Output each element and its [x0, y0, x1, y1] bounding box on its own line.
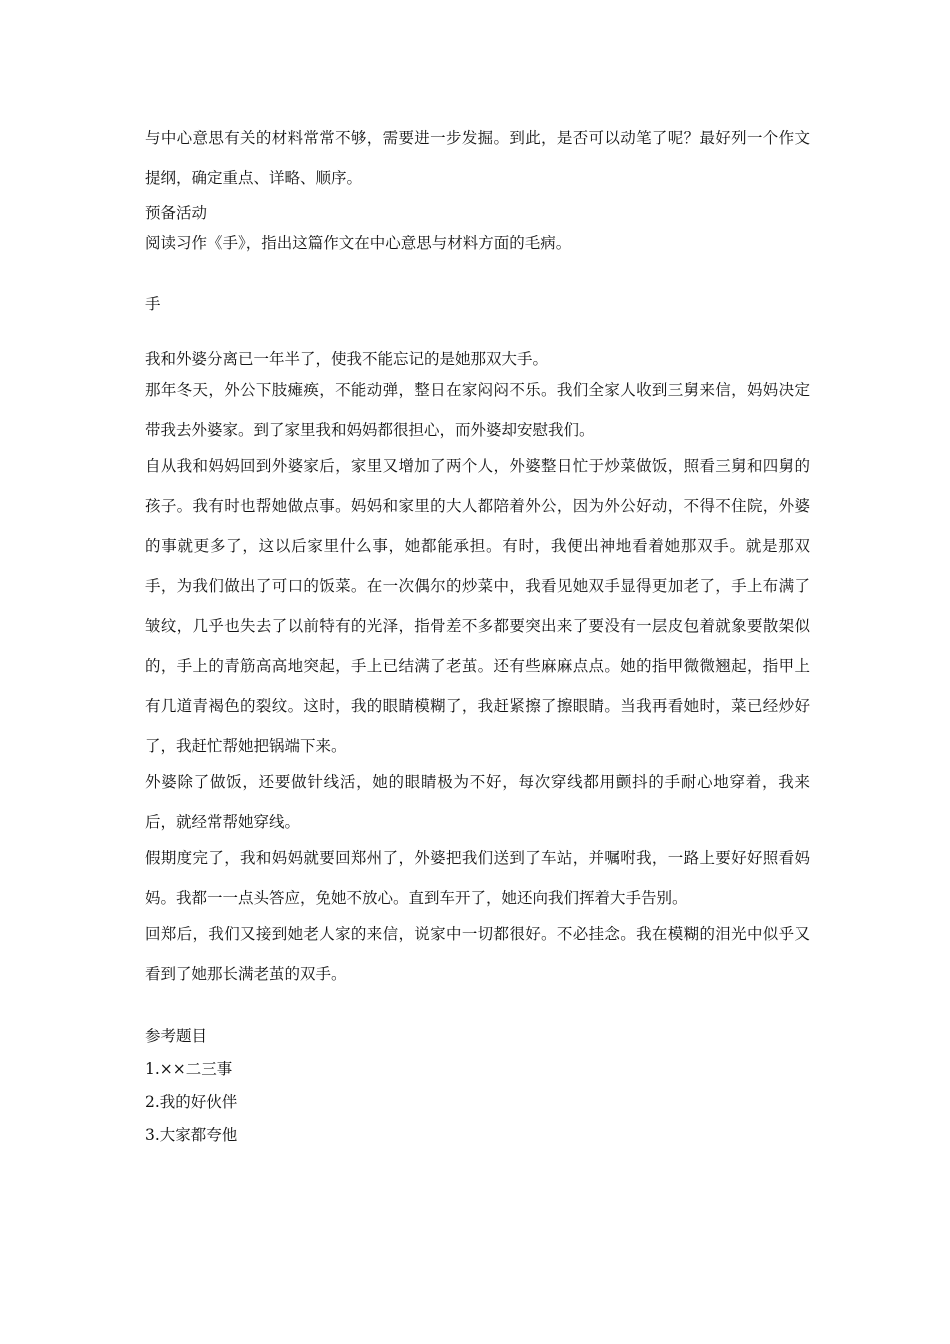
essay-paragraph: 外婆除了做饭，还要做针线活，她的眼睛极为不好，每次穿线都用颤抖的手耐心地穿着，我来后，就经常帮她穿线。 — [145, 773, 810, 831]
essay-paragraph: 自从我和妈妈回到外婆家后，家里又增加了两个人，外婆整日忙于炒菜做饭，照看三舅和四舅的孩子。我有时也帮她做点事。妈妈和家里的大人都陪着外公，因为外公好动，不得不住院，外婆的事就更多了，这以后家里什么事，她都能承担。有时，我便出神地看着她那双手。就是那双手，为我们做出了可口的饭菜。在一次偶尔的炒菜中，我看见她双手显得更加老了，手上布满了皱纹，几乎也失去了以前特有的光泽，指骨差不多都要突出来了要没有一层皮包着就象要散架似的，手上的青筋高高地突起，手上已结满了老茧。还有些麻麻点点。她的指甲微微翘起，指甲上有几道青褐色的裂纹。这时，我的眼睛模糊了，我赶紧擦了擦眼睛。当我再看她时，菜已经炒好了，我赶忙帮她把锅端下来。 — [145, 457, 810, 755]
essay-paragraph: 假期度完了，我和妈妈就要回郑州了，外婆把我们送到了车站，并嘱咐我，一路上要好好照看妈妈。我都一一点头答应，免她不放心。直到车开了，她还向我们挥着大手告别。 — [145, 849, 810, 907]
essay-paragraph: 那年冬天，外公下肢瘫痪，不能动弹，整日在家闷闷不乐。我们全家人收到三舅来信，妈妈决定带我去外婆家。到了家里我和妈妈都很担心，而外婆却安慰我们。 — [145, 381, 810, 439]
instruction-text: 阅读习作《手》，指出这篇作文在中心意思与材料方面的毛病。 — [145, 234, 572, 252]
section-label: 预备活动 — [145, 204, 208, 222]
essay-paragraph: 我和外婆分离已一年半了，使我不能忘记的是她那双大手。 — [145, 350, 549, 368]
essay-paragraph: 回郑后，我们又接到她老人家的来信，说家中一切都很好。不必挂念。我在模糊的泪光中似乎又看到了她那长满老茧的双手。 — [145, 925, 810, 983]
reference-item: 1.××二三事 — [145, 1060, 233, 1078]
intro-paragraph: 与中心意思有关的材料常常不够，需要进一步发掘。到此，是否可以动笔了呢？最好列一个作文提纲，确定重点、详略、顺序。 — [145, 129, 810, 187]
reference-item: 2.我的好伙伴 — [145, 1093, 238, 1111]
spacer — [145, 994, 810, 1020]
essay-title: 手 — [145, 295, 161, 313]
reference-item: 3.大家都夸他 — [145, 1126, 238, 1144]
document-body — [145, 118, 810, 1152]
spacer — [145, 324, 810, 344]
spacer — [145, 258, 810, 284]
reference-heading: 参考题目 — [145, 1027, 208, 1045]
